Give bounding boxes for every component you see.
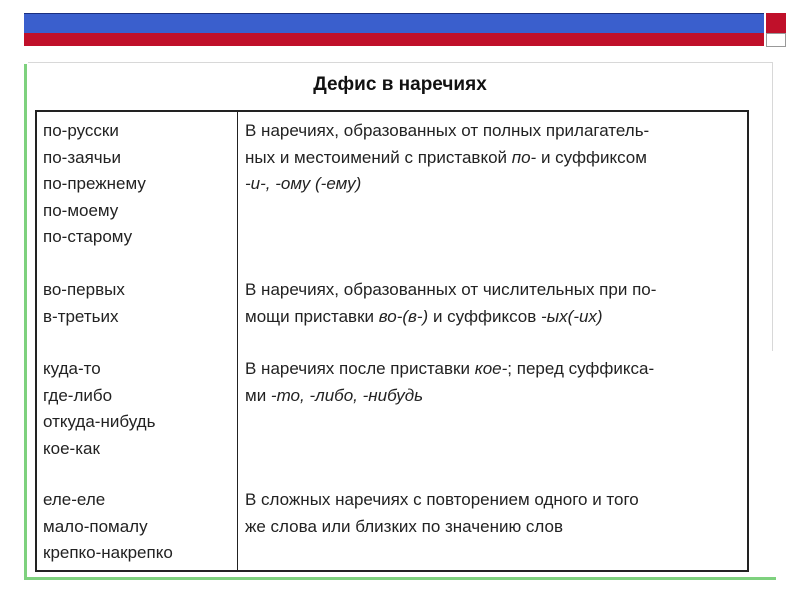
example-word: по-русски	[43, 121, 119, 140]
rule-text: же слова или близких по значению слов	[245, 516, 564, 536]
example-word: по-старому	[43, 227, 133, 246]
rule-text: ми	[245, 385, 271, 405]
green-frame-left	[24, 64, 27, 579]
rule-text: В сложных наречиях с повторением одного и того	[245, 490, 639, 509]
green-frame-bottom	[24, 577, 776, 580]
example-word: по-заячьи	[43, 147, 121, 167]
top-blue-bar	[24, 13, 764, 34]
example-word: где-либо	[43, 385, 113, 405]
example-word: крепко-накрепко	[43, 543, 173, 562]
example-word: по-моему	[43, 200, 119, 220]
hyphen-rules-table	[35, 110, 749, 572]
rule-affix: -то, -либо, -нибудь	[270, 385, 424, 405]
rule-affix: -и-, -ому (-ему)	[245, 174, 362, 193]
rule-cell	[245, 118, 745, 198]
rule-text: и суффиксом	[536, 147, 647, 167]
example-word: еле-еле	[43, 490, 106, 509]
rule-line	[245, 487, 745, 514]
corner-outline-square	[766, 33, 786, 47]
rule-line	[245, 514, 745, 541]
examples-cell	[43, 487, 233, 567]
rule-text: ных и местоимений с приставкой	[245, 147, 512, 167]
examples-cell	[43, 118, 233, 251]
rule-affix: -ых(-их)	[540, 306, 603, 326]
rule-cell	[245, 277, 745, 330]
corner-red-square	[766, 13, 786, 33]
rule-cell	[245, 487, 745, 540]
rule-line	[245, 304, 745, 331]
rule-line	[245, 383, 745, 410]
document-title: Дефис в наречиях	[313, 74, 487, 95]
rule-text: В наречиях, образованных от полных прилагатель-	[245, 121, 650, 140]
examples-cell	[43, 277, 233, 330]
top-red-bar	[24, 33, 764, 46]
rule-text: мощи приставки	[245, 306, 379, 326]
column-divider	[237, 112, 238, 570]
rule-affix: по-	[511, 147, 537, 167]
rule-text: В наречиях после приставки	[245, 359, 475, 378]
rule-affix: во-(в-)	[378, 306, 429, 326]
rule-line	[245, 356, 745, 383]
rule-line	[245, 277, 745, 304]
example-word: по-прежнему	[43, 174, 146, 193]
example-word: кое-как	[43, 438, 100, 458]
rule-affix: кое-	[474, 359, 508, 378]
example-word: откуда-нибудь	[43, 412, 156, 431]
rule-text: и суффиксов	[428, 306, 541, 326]
rule-line	[245, 145, 745, 172]
examples-cell	[43, 356, 233, 462]
rule-text: В наречиях, образованных от числительных при по-	[245, 280, 657, 299]
example-word: куда-то	[43, 359, 101, 378]
example-word: мало-помалу	[43, 516, 148, 536]
rule-text: ; перед суффикса-	[507, 359, 655, 378]
rule-line	[245, 118, 745, 145]
example-word: в-третьих	[43, 306, 119, 326]
rule-cell	[245, 356, 745, 409]
example-word: во-первых	[43, 280, 125, 299]
rule-line	[245, 171, 745, 198]
